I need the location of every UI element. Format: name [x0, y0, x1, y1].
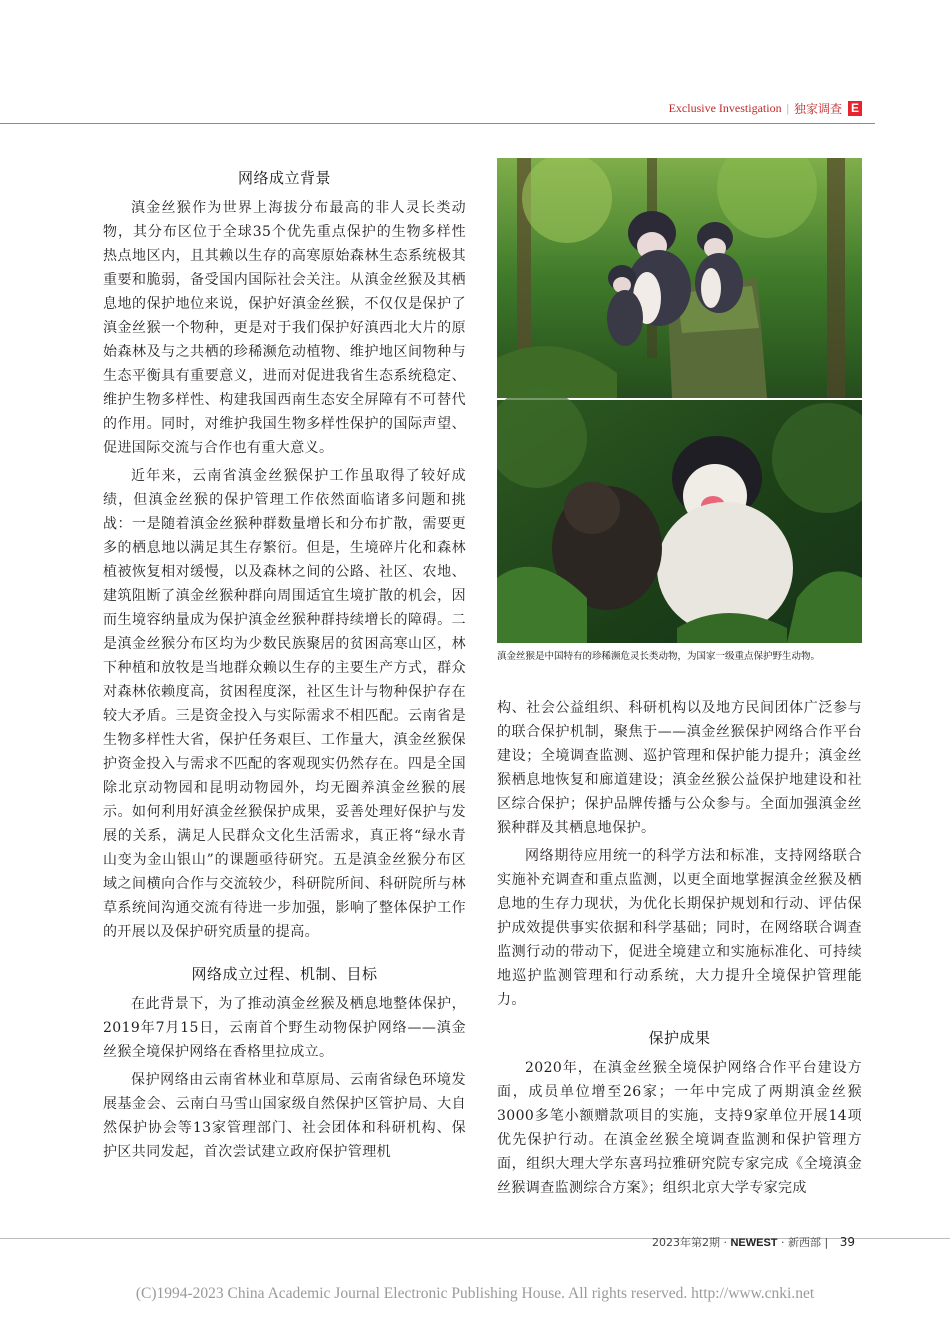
header-separator: |: [786, 101, 789, 115]
paragraph: 近年来，云南省滇金丝猴保护工作虽取得了较好成绩，但滇金丝猴的保护管理工作依然面临诸多问题和挑战：一是随着滇金丝猴种群数量增长和分布扩散，需要更多的栖息地以满足其生存繁衍。但是，生境碎片化和森林植被恢复相对缓慢，以及森林之间的公路、社区、农地、建筑阻断了滇金丝猴种群向周围适宜生境扩散的机会，因而生境容纳量成为保护滇金丝猴种群持续增长的障碍。二是滇金丝猴分布区均为少数民族聚居的贫困高寒山区，林下种植和放牧是当地群众赖以生存的主要生产方式，群众对森林依赖度高，贫困程度深，社区生计与物种保护存在较大矛盾。三是资金投入与实际需求不相匹配。云南省是生物多样性大省，保护任务艰巨、工作量大，滇金丝猴保护资金投入与需求不匹配的客观现实仍然存在。四是全国除北京动物园和昆明动物园外，均无圈养滇金丝猴的展示。如何利用好滇金丝猴保护成果，妥善处理好保护与发展的关系，满足人民群众文化生活需求，真正将“绿水青山变为金山银山”的课题亟待研究。五是滇金丝猴分布区域之间横向合作与交流较少，科研院所间、科研院所与林草系统间沟通交流有待进一步加强，影响了整体保护工作的开展以及保护研究质量的提高。: [103, 468, 466, 940]
paragraph: 网络期待应用统一的科学方法和标准，支持网络联合实施补充调查和重点监测，以更全面地掌握滇金丝猴及栖息地的生存力现状，为优化长期保护规划和行动、评估保护成效提供事实依据和科学基础；同时，在网络联合调查监测行动的带动下，促进全境建立和实施标准化、可持续地巡护监测管理和行动系统，大力提升全境保护管理能力。: [497, 848, 862, 1008]
section-heading-background: 网络成立背景: [237, 169, 331, 187]
paragraph: 保护网络由云南省林业和草原局、云南省绿色环境发展基金会、云南白马雪山国家级自然保护区管护局、大自然保护协会等13家管理部门、社会团体和科研机构、保护区共同发起，首次尝试建立政府保护管理机: [103, 1072, 466, 1160]
section-heading-process: 网络成立过程、机制、目标: [191, 965, 378, 983]
footer: [652, 1234, 855, 1250]
section-heading-results: 保护成果: [648, 1029, 711, 1047]
left-column: [103, 166, 466, 1168]
running-header: [669, 100, 862, 117]
footer-issue: 2023年第2期 ·: [651, 1236, 727, 1249]
footer-section: · 新西部 |: [781, 1236, 829, 1249]
header-section-en: Exclusive Investigation: [668, 101, 782, 115]
magazine-brand: NEWEST: [730, 1237, 778, 1249]
header-section-zh: 独家调查: [793, 102, 842, 116]
paragraph: 滇金丝猴作为世界上海拔分布最高的非人灵长类动物，其分布区位于全球35个优先重点保护的生物多样性热点地区内，且其赖以生存的高寒原始森林生态系统极其重要和脆弱，备受国内国际社会关注。从滇金丝猴及其栖息地的保护地位来说，保护好滇金丝猴，不仅仅是保护了滇金丝猴一个物种，更是对于我们保护好滇西北大片的原始森林及与之共栖的珍稀濒危动植物、维护地区间物种与生态平衡具有重要意义，进而对促进我省生态系统稳定、维护生物多样性、构建我国西南生态安全屏障有不可替代的作用。同时，对维护我国生物多样性保护的国际声望、促进国际交流与合作也有重大意义。: [103, 200, 466, 456]
paragraph: 构、社会公益组织、科研机构以及地方民间团体广泛参与的联合保护机制，聚焦于——滇金丝猴保护网络合作平台建设；全境调查监测、巡护管理和保护能力提升；滇金丝猴栖息地恢复和廊道建设；滇金丝猴公益保护地建设和社区综合保护；保护品牌传播与公众参与。全面加强滇金丝猴种群及其栖息地保护。: [497, 700, 862, 836]
paragraph: 在此背景下，为了推动滇金丝猴及栖息地整体保护，2019年7月15日，云南首个野生动物保护网络——滇金丝猴全境保护网络在香格里拉成立。: [103, 996, 466, 1060]
header-rule: [0, 123, 875, 124]
paragraph: 2020年，在滇金丝猴全境保护网络合作平台建设方面，成员单位增至26家；一年中完成了两期滇金丝猴3000多笔小额赠款项目的实施，支持9家单位开展14项优先保护行动。在滇金丝猴全境调查监测和保护管理方面，组织大理大学东喜玛拉雅研究院专家完成《全境滇金丝猴调查监测综合方案》；组织北京大学专家完成: [497, 1060, 862, 1196]
photo-caption: 滇金丝猴是中国特有的珍稀濒危灵长类动物，为国家一级重点保护野生动物。: [497, 651, 821, 662]
section-badge: E: [848, 101, 862, 116]
page-number: 39: [839, 1235, 855, 1249]
copyright-notice: (C)1994-2023 China Academic Journal Electronic Publishing House. All rights reserved. http://www.cnki.net: [135, 1285, 815, 1302]
monkey-photo: [497, 158, 862, 643]
right-column: [497, 696, 862, 1204]
